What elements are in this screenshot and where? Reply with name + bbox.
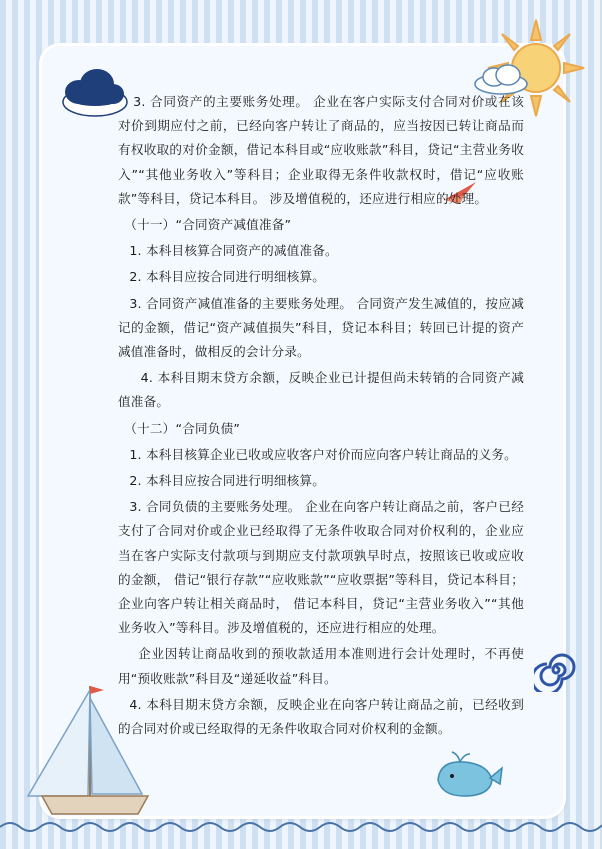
paragraph-liability-detail: 2. 本科目应按合同进行明细核算。 — [129, 473, 326, 489]
paragraph-impairment-accounting: 3. 合同资产减值准备的主要账务处理。 合同资产发生减值的，按应减记的金额，借记“资产减值损失”科目，贷记本科目；转回已计提的资产减值准备时，做相反的会计分录。 — [118, 295, 524, 360]
paragraph-asset-accounting: 3. 合同资产的主要账务处理。 企业在客户实际支付合同对价或在该对价到期应付之前，已经向客户转让了商品的，应当按因已转让商品而有权收取的对价金额，借记本科目或“应收账款”科目，贷记“主营业务收入”“其他业务收入”等科目；企业取得无条件收款权时，借记“应收账款”等科目，贷记本科目。 涉及增值税的，还应进行相应的处理。 — [118, 94, 524, 206]
spiral-icon — [534, 648, 578, 692]
paragraph-impairment-scope: 1. 本科目核算合同资产的减值准备。 — [129, 243, 338, 259]
paragraph-impairment-balance: 4. 本科目期末贷方余额，反映企业已计提但尚未转销的合同资产减值准备。 — [118, 370, 524, 410]
document-body — [118, 90, 524, 741]
paragraph-liability-accounting: 3. 合同负债的主要账务处理。 企业在向客户转让商品之前，客户已经支付了合同对价或企业已经取得了无条件收取合同对价权利的，企业应当在客户实际支付款项与到期应支付款项孰早时点，按照该已收或应收的金额， 借记“银行存款”“应收账款”“应收票据”等科目，贷记本科目；企业向客户转让相关商品时， 借记本科目，贷记“主营业务收入”“其他业务收入”等科目。涉及增值税的，还应进行相应的处理。 — [118, 499, 524, 636]
paragraph-liability-balance: 4. 本科目期末贷方余额，反映企业在向客户转让商品之前，已经收到的合同对价或已经取得的无条件收取合同对价权利的金额。 — [118, 696, 524, 737]
heading-asset-impairment: （十一）“合同资产减值准备” — [124, 217, 292, 233]
whale-icon — [430, 750, 506, 802]
heading-contract-liability: （十二）“合同负债” — [124, 420, 241, 436]
paragraph-advance-receipts: 企业因转让商品收到的预收款适用本准则进行会计处理时，不再使用“预收账款”科目及“递延收益”科目。 — [118, 646, 524, 686]
paragraph-impairment-detail: 2. 本科目应按合同进行明细核算。 — [129, 269, 326, 285]
paragraph-liability-scope: 1. 本科目核算企业已收或应收客户对价而应向客户转让商品的义务。 — [129, 446, 517, 462]
wave-border — [0, 819, 602, 835]
